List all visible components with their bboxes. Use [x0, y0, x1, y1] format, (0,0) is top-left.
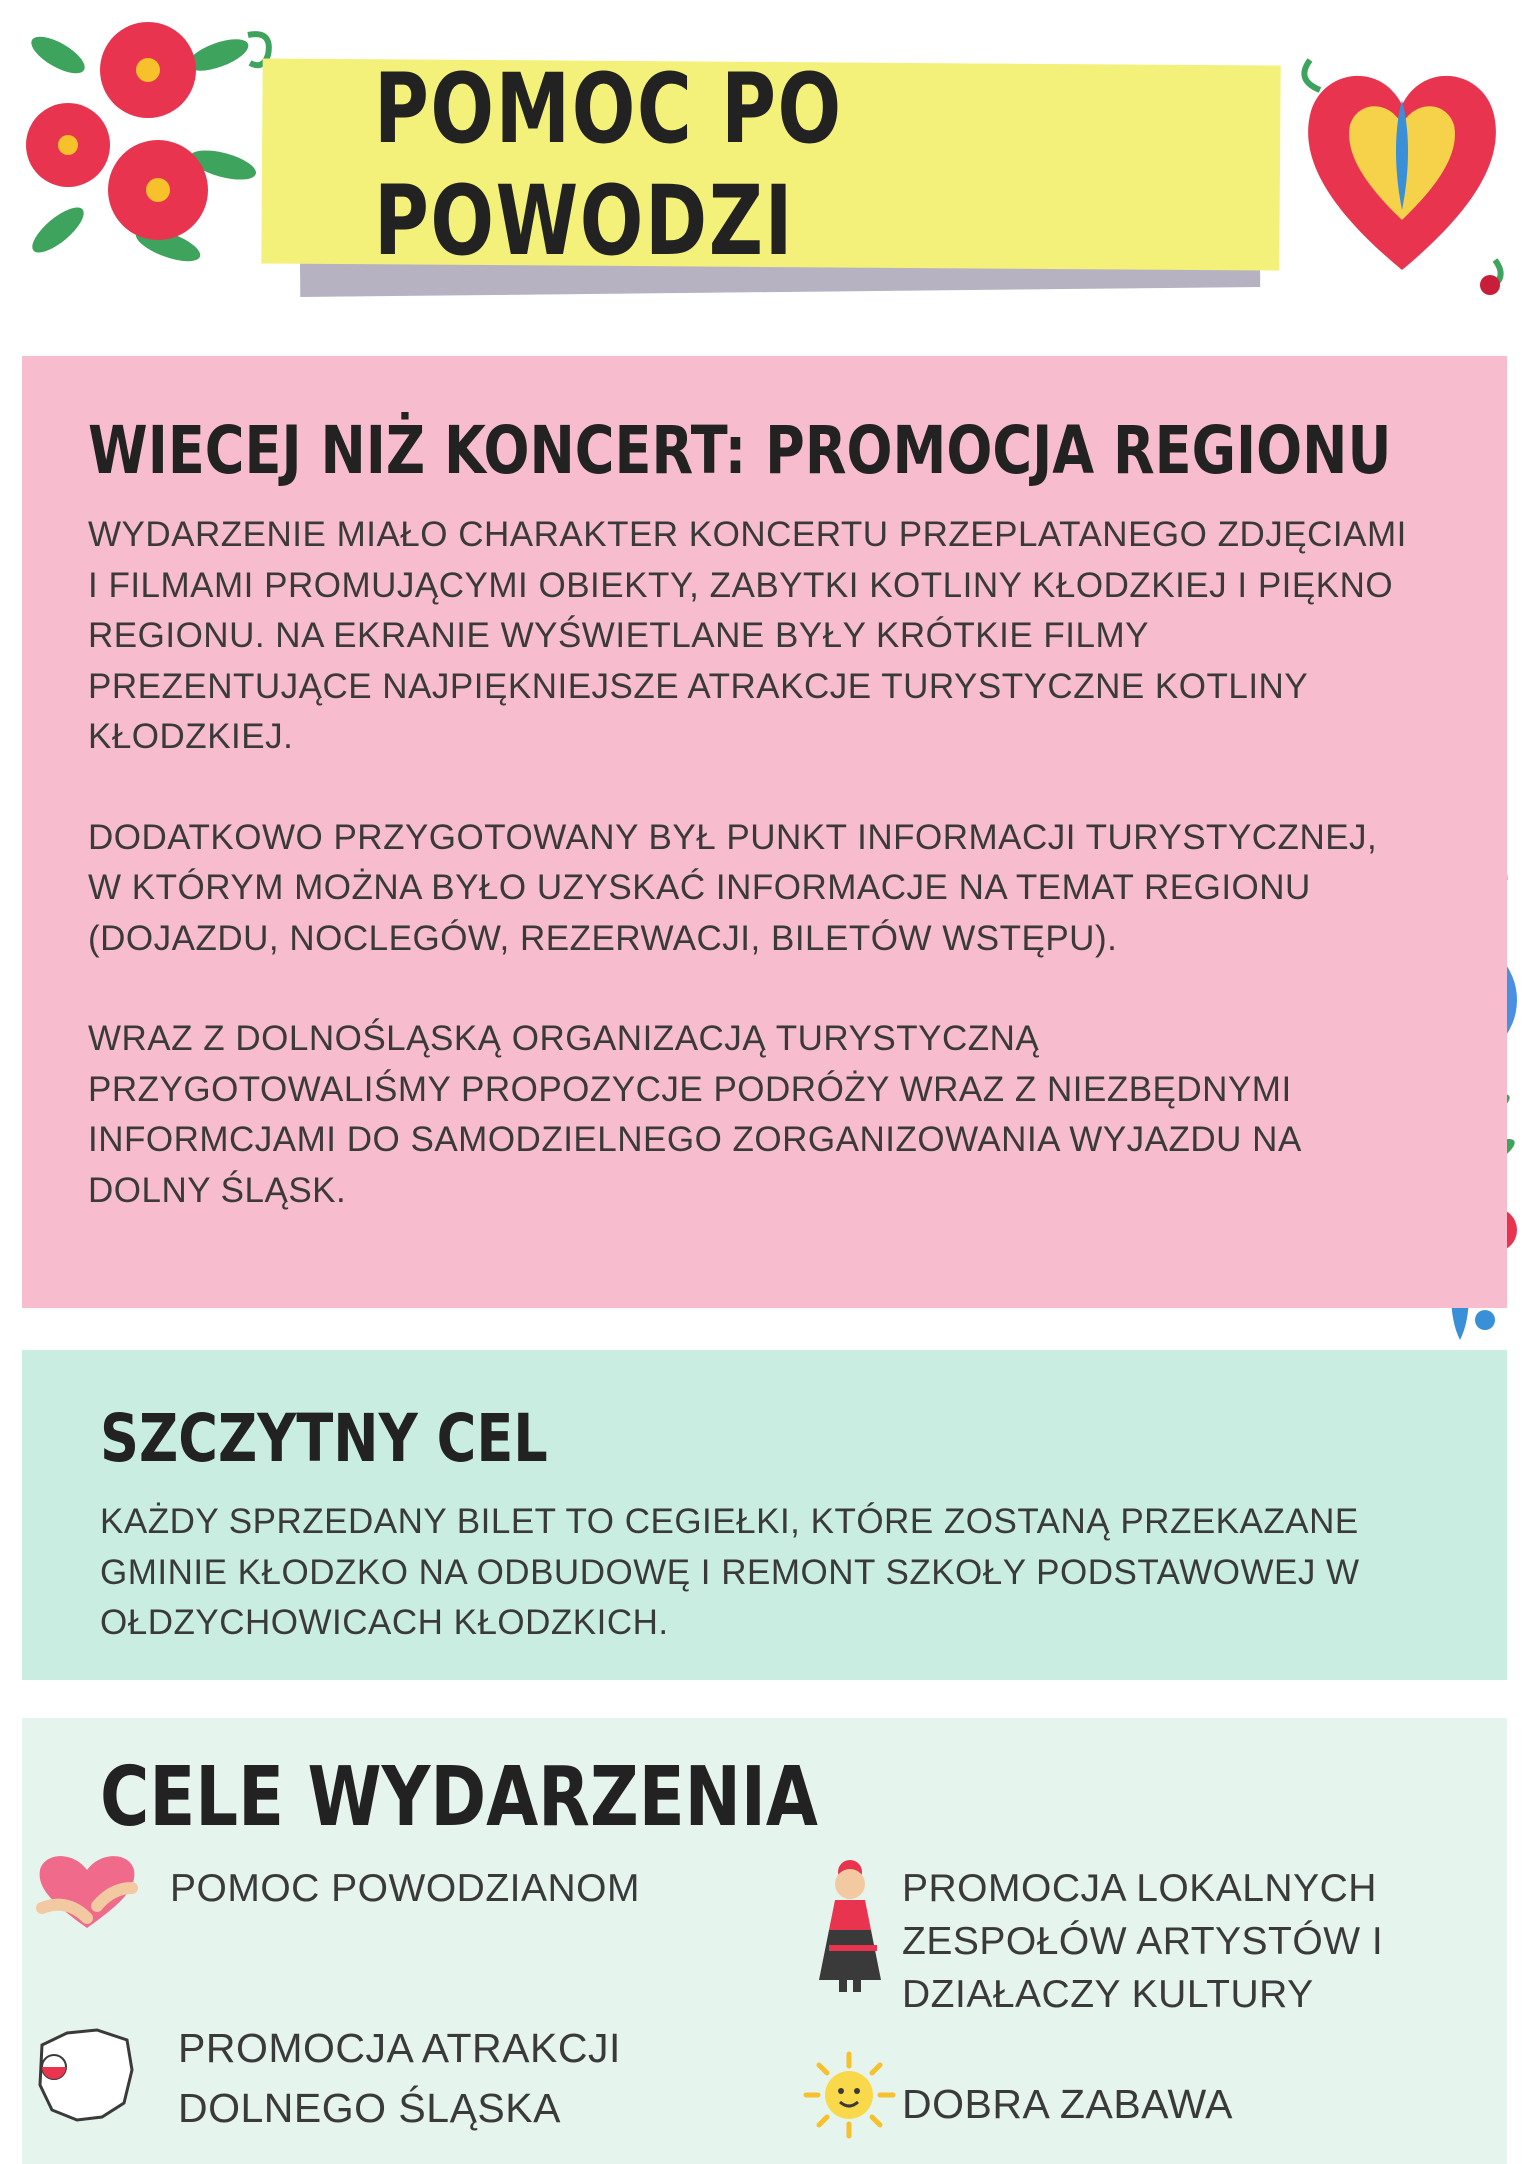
flowers-top-left-icon — [18, 15, 278, 270]
goal-item: DOBRA ZABAWA — [902, 2081, 1234, 2127]
folk-heart-icon — [1290, 20, 1515, 320]
section-heading-promocja: WIECEJ NIŻ KONCERT: PROMOCJA REGIONU — [88, 412, 1392, 489]
folk-girl-icon — [815, 1858, 885, 1993]
goal-item: PROMOCJA LOKALNYCH ZESPOŁÓW ARTYSTÓW I DZIAŁACZY KULTURY — [902, 1867, 1384, 2016]
heart-hands-icon — [32, 1848, 142, 1933]
promocja-text — [88, 510, 1418, 1266]
goal-item: PROMOCJA ATRAKCJI DOLNEGO ŚLĄSKA — [178, 2025, 621, 2131]
paragraph: WYDARZENIE MIAŁO CHARAKTER KONCERTU PRZEPLATANEGO ZDJĘCIAMI I FILMAMI PROMUJĄCYMI OBIEKTY, ZABYTKI KOTLINY KŁODZKIEJ I PIĘKNO REGIONU. NA EKRANIE WYŚWIETLANE BYŁY KRÓTKIE FILMY PREZENTUJĄCE NAJPIĘKNIEJSZE ATRAKCJE TURYSTYCZNE KOTLINY KŁODZKIEJ. — [88, 515, 1407, 756]
section-heading-cel: SZCZYTNY CEL — [100, 1400, 548, 1477]
sun-icon — [802, 2050, 897, 2140]
paragraph: WRAZ Z DOLNOŚLĄSKĄ ORGANIZACJĄ TURYSTYCZNĄ PRZYGOTOWALIŚMY PROPOZYCJE PODRÓŻY WRAZ Z NIEZBĘDNYMI INFORMCJAMI DO SAMODZIELNEGO ZORGANIZOWANIA WYJAZDU NA DOLNY ŚLĄSK. — [88, 1019, 1300, 1210]
section-heading-cele: CELE WYDARZENIA — [100, 1750, 818, 1845]
paragraph: DODATKOWO PRZYGOTOWANY BYŁ PUNKT INFORMACJI TURYSTYCZNEJ, W KTÓRYM MOŻNA BYŁO UZYSKAĆ INFORMACJE NA TEMAT REGIONU (DOJAZDU, NOCLEGÓW, REZERWACJI, BILETÓW WSTĘPU). — [88, 817, 1378, 958]
goal-item: POMOC POWODZIANOM — [170, 1867, 640, 1910]
poland-map-icon — [32, 2025, 137, 2125]
cel-text: KAŻDY SPRZEDANY BILET TO CEGIEŁKI, KTÓRE ZOSTANĄ PRZEKAZANE GMINIE KŁODZKO NA ODBUDOWĘ I REMONT SZKOŁY PODSTAWOWEJ W OŁDZYCHOWICACH KŁODZKICH. — [100, 1502, 1360, 1642]
page-title: POMOC PO POWODZI — [373, 52, 843, 277]
